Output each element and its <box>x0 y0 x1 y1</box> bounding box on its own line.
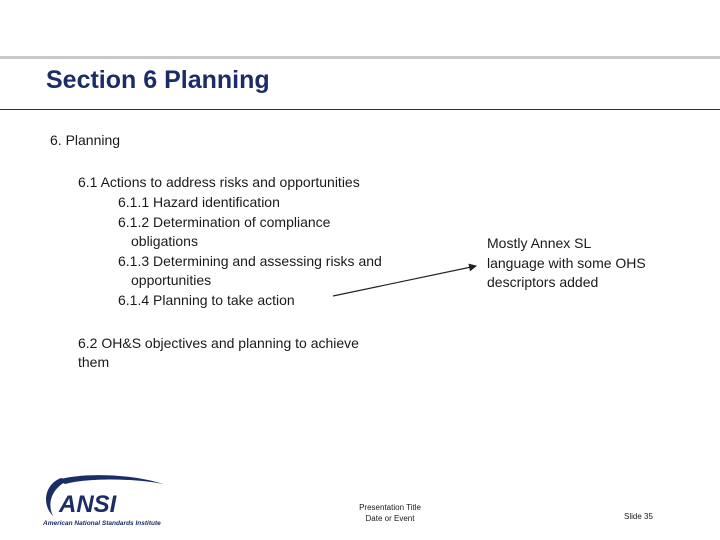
ansi-logo-mark <box>43 474 203 520</box>
outline-item-6-2-cont: them <box>78 354 110 370</box>
outline-item-6-1: 6.1 Actions to address risks and opportunities <box>78 174 360 190</box>
ansi-logo <box>43 474 203 530</box>
outline-sub-6-1-1: 6.1.1 Hazard identification <box>118 194 280 210</box>
outline-item-6-2: 6.2 OH&S objectives and planning to achieve <box>78 335 359 351</box>
footer-presentation-info <box>340 502 440 524</box>
logo-swoosh-top <box>57 475 163 484</box>
section-heading: 6. Planning <box>50 132 121 148</box>
logo-tagline: American National Standards Institute <box>43 520 161 527</box>
outline-sub-6-1-4: 6.1.4 Planning to take action <box>118 292 295 308</box>
outline-sub-6-1-2-cont: obligations <box>131 233 198 249</box>
outline-sub-6-1-2: 6.1.2 Determination of compliance <box>118 214 331 230</box>
logo-text: ANSI <box>59 491 117 518</box>
callout-line: language with some OHS <box>487 254 646 271</box>
callout-line: descriptors added <box>487 274 599 290</box>
outline-sub-6-1-3-cont: opportunities <box>131 272 212 288</box>
slide-title: Section 6 Planning <box>46 66 270 94</box>
footer-presentation-title: Presentation Title <box>359 503 421 512</box>
arrow-line <box>333 266 476 296</box>
callout-line: Mostly Annex SL <box>487 235 592 251</box>
outline-sub-6-1-3: 6.1.3 Determining and assessing risks and <box>118 253 382 269</box>
footer-date-or-event: Date or Event <box>365 514 415 523</box>
footer-slide-number: Slide 35 <box>624 512 653 521</box>
